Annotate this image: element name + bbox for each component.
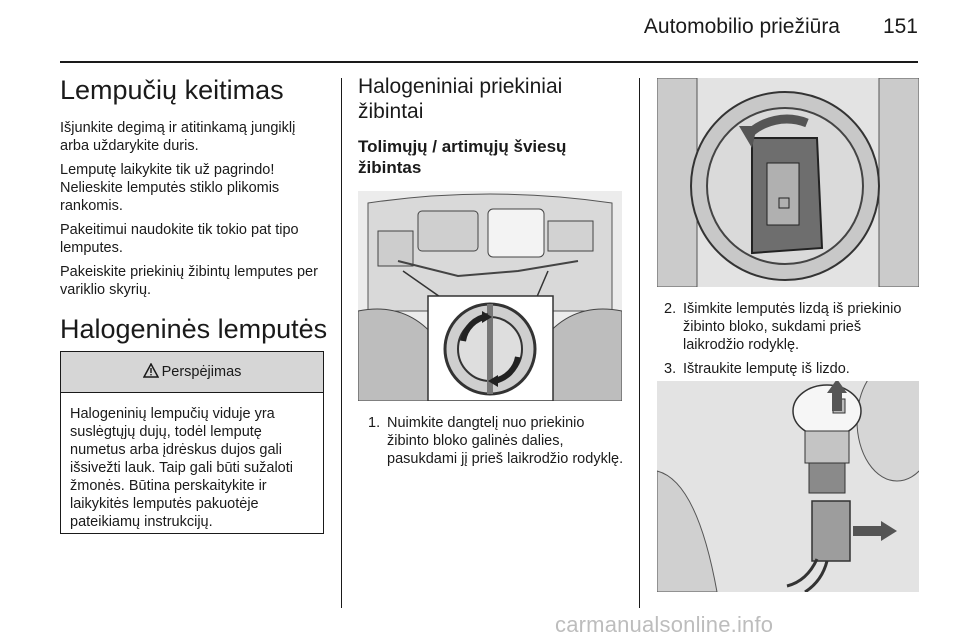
warning-text: Halogeninių lempučių viduje yra suslėgtųjų dujų, todėl lemputę numetus arba įdrėskus dujos gali išsivežti lauk. Taip gali būti sužaloti žmonės. Būtina perskaitykite ir laikykitės lemputės pakuotėje pateikiamų instrukcijų.	[70, 406, 293, 530]
right-steps	[664, 300, 926, 384]
step-text: Ištraukite lemputę iš lizdo.	[683, 361, 850, 377]
step-number: 2.	[664, 301, 677, 317]
running-header-title: Automobilio priežiūra	[643, 15, 840, 38]
step-item	[664, 360, 926, 378]
step-item	[664, 300, 926, 354]
step-number: 3.	[664, 361, 677, 377]
column-divider-left	[341, 78, 342, 608]
bulb-socket-illustration	[657, 78, 919, 287]
step-item	[368, 414, 630, 468]
warning-header	[61, 352, 323, 393]
step-text: Išimkite lemputės lizdą iš priekinio žibinto bloko, sukdami prieš laikrodžio rodyklę.	[683, 301, 902, 353]
bulb-removal-illustration	[657, 381, 919, 592]
warning-title: Perspėjimas	[161, 364, 242, 380]
header-rule	[60, 61, 918, 63]
middle-column	[358, 74, 628, 178]
left-column	[60, 74, 328, 345]
subsection-title: Halogeninės lemputės	[60, 314, 328, 344]
step-number: 1.	[368, 415, 381, 431]
paragraph: Lemputę laikykite tik už pagrindo! Nelieskite lemputės stiklo plikomis rankomis.	[60, 162, 280, 214]
engine-bay-illustration	[358, 191, 622, 401]
headlamp-subtitle: Tolimųjų / artimųjų šviesų žibintas	[358, 137, 567, 177]
warning-triangle-icon	[143, 363, 159, 382]
headlamp-section-title: Halogeniniai priekiniai žibintai	[358, 75, 563, 123]
paragraph: Išjunkite degimą ir atitinkamą jungiklį arba uždarykite duris.	[60, 120, 296, 154]
paragraph: Pakeitimui naudokite tik tokio pat tipo lemputes.	[60, 222, 299, 256]
column-divider-right	[639, 78, 640, 608]
middle-steps	[368, 414, 630, 474]
watermark: carmanualsonline.info	[555, 612, 774, 637]
page-number: 151	[882, 15, 918, 38]
paragraph: Pakeiskite priekinių žibintų lemputes per variklio skyrių.	[60, 264, 318, 298]
step-text: Nuimkite dangtelį nuo priekinio žibinto bloko galinės dalies, pasukdami jį prieš laikrodžio rodyklę.	[387, 415, 624, 467]
warning-box	[60, 351, 324, 534]
section-title: Lempučių keitimas	[60, 75, 284, 105]
